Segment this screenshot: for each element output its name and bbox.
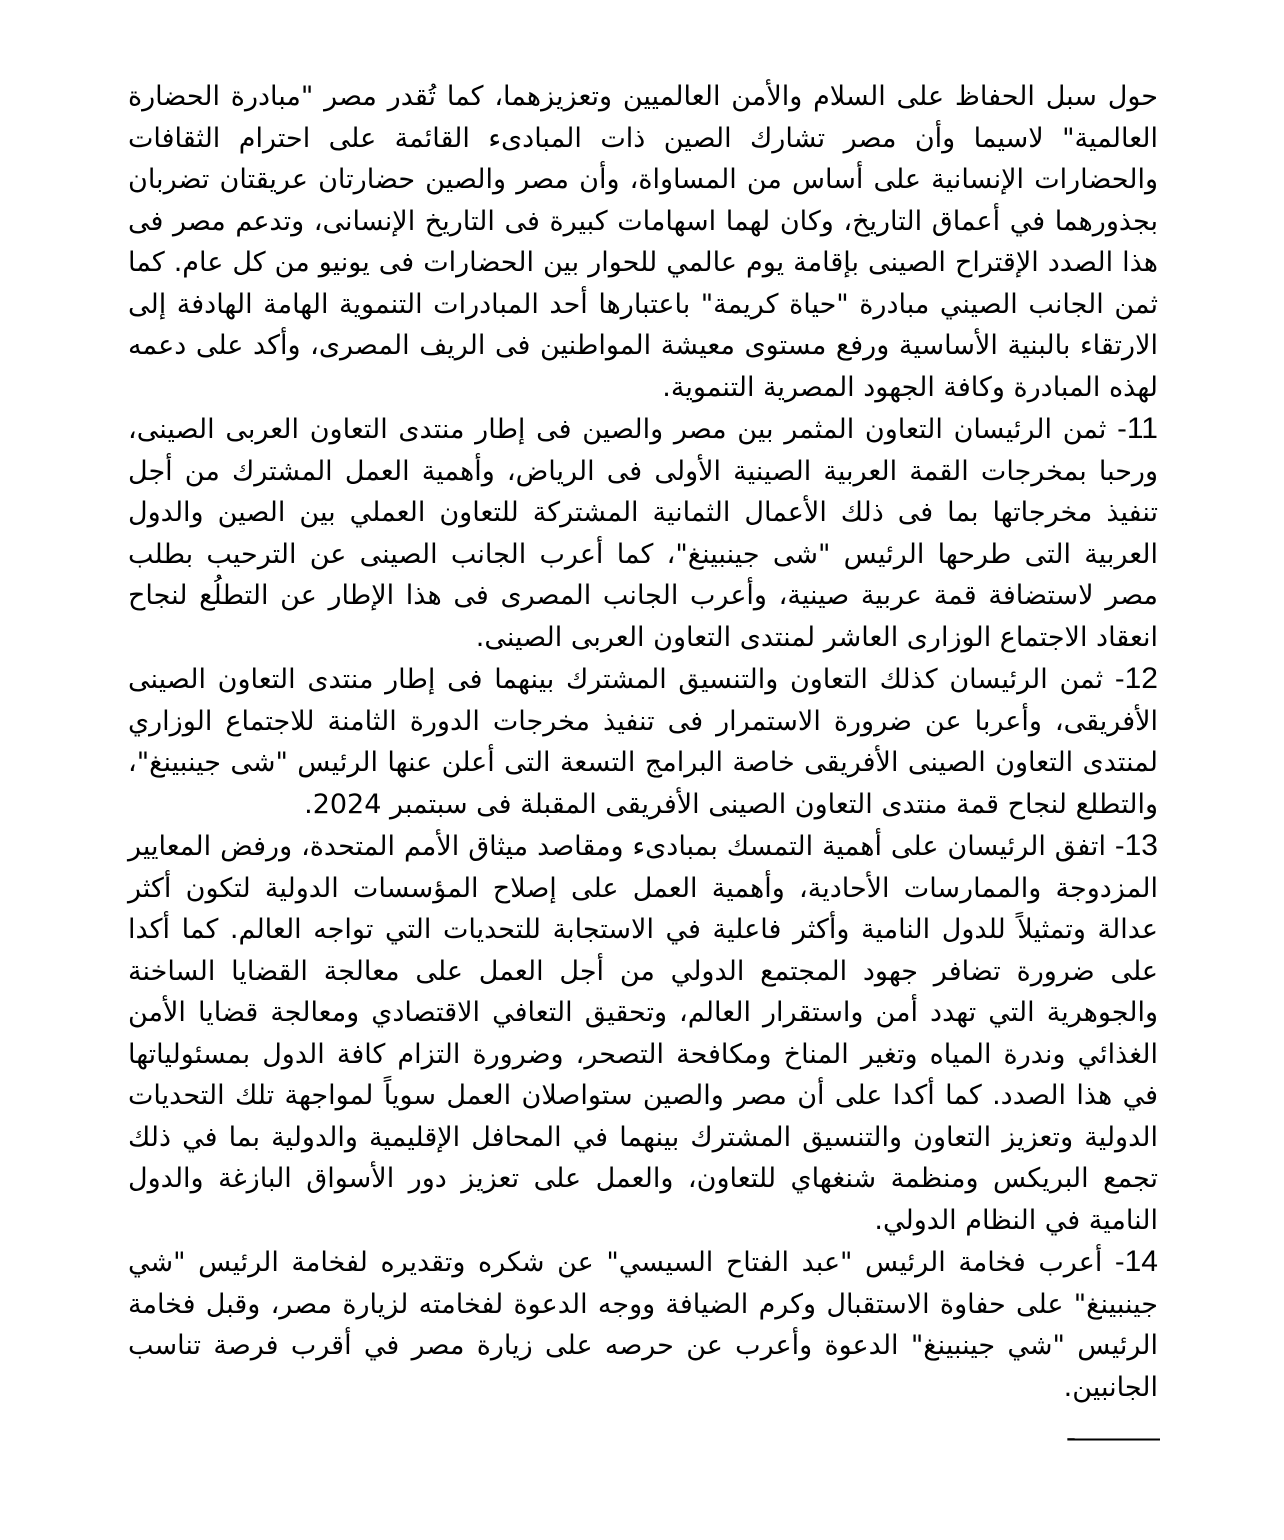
- paragraph-text: - ثمن الرئيسان التعاون المثمر بين مصر والصين فى إطار منتدى التعاون العربى الصينى، ورحبا بمخرجات القمة العربية الصينية الأولى فى الرياض، وأهمية العمل المشترك من أجل تنفيذ مخرجاتها بما فى ذلك الأعمال الثمانية المشتركة للتعاون العملي بين الصين والدول العربية التى طرحها الرئيس "شى جينبينغ"، كما أعرب الجانب الصينى عن الترحيب بطلب مصر لاستضافة قمة عربية صينية، وأعرب الجانب المصرى فى هذا الإطار عن التطلُع لنجاح انعقاد الاجتماع الوزارى العاشر لمنتدى التعاون العربى الصينى.: [128, 414, 1158, 653]
- item-number: 13: [1124, 829, 1158, 862]
- document-page: [128, 76, 1158, 1458]
- paragraph-text: - ثمن الرئيسان كذلك التعاون والتنسيق المشترك بينهما فى إطار منتدى التعاون الصينى الأفريقى، وأعربا عن ضرورة الاستمرار فى تنفيذ مخرجات الدورة الثامنة للاجتماع الوزاري لمنتدى التعاون الصينى الأفريقى خاصة البرامج التسعة التى أعلن عنها الرئيس "شى جينبينغ"، والتطلع لنجاح قمة منتدى التعاون الصينى الأفريقى المقبلة فى سبتمبر 2024.: [128, 664, 1158, 820]
- end-divider: ———-: [1066, 1421, 1158, 1454]
- paragraph-text: - اتفق الرئيسان على أهمية التمسك بمبادىء ومقاصد ميثاق الأمم المتحدة، ورفض المعايير المزدوجة والممارسات الأحادية، وأهمية العمل على إصلاح المؤسسات الدولية لتكون أكثر عدالة وتمثيلاً للدول النامية وأكثر فاعلية في الاستجابة للتحديات التي تواجه العالم. كما أكدا على ضرورة تضافر جهود المجتمع الدولي من أجل العمل على معالجة القضايا الساخنة والجوهرية التي تهدد أمن واستقرار العالم، وتحقيق التعافي الاقتصادي ومعالجة قضايا الأمن الغذائي وندرة المياه وتغير المناخ ومكافحة التصحر، وضرورة التزام كافة الدول بمسئولياتها في هذا الصدد. كما أكدا على أن مصر والصين ستواصلان العمل سوياً لمواجهة تلك التحديات الدولية وتعزيز التعاون والتنسيق المشترك بينهما في المحافل الإقليمية والدولية بما في ذلك تجمع البريكس ومنظمة شنغهاي للتعاون، والعمل على تعزيز دور الأسواق البازغة والدول النامية في النظام الدولي.: [128, 831, 1158, 1236]
- paragraph-item-11: [128, 408, 1158, 658]
- paragraph-text: حول سبل الحفاظ على السلام والأمن العالميين وتعزيزهما، كما تُقدر مصر "مبادرة الحضارة العالمية" لاسيما وأن مصر تشارك الصين ذات المبادىء القائمة على احترام الثقافات والحضارات الإنسانية على أساس من المساواة، وأن مصر والصين حضارتان عريقتان تضربان بجذورهما في أعماق التاريخ، وكان لهما اسهامات كبيرة فى التاريخ الإنسانى، وتدعم مصر فى هذا الصدد الإقتراح الصينى بإقامة يوم عالمي للحوار بين الحضارات فى يونيو من كل عام. كما ثمن الجانب الصيني مبادرة "حياة كريمة" باعتبارها أحد المبادرات التنموية الهامة الهادفة إلى الارتقاء بالبنية الأساسية ورفع مستوى معيشة المواطنين فى الريف المصرى، وأكد على دعمه لهذه المبادرة وكافة الجهود المصرية التنموية.: [128, 81, 1158, 403]
- paragraph-item-13: [128, 825, 1158, 1241]
- paragraph-text: - أعرب فخامة الرئيس "عبد الفتاح السيسي" عن شكره وتقديره لفخامة الرئيس "شي جينبينغ" على حفاوة الاستقبال وكرم الضيافة ووجه الدعوة لفخامته لزيارة مصر، وقبل فخامة الرئيس "شي جينبينغ" الدعوة وأعرب عن حرصه على زيارة مصر في أقرب فرصة تناسب الجانبين.: [128, 1247, 1158, 1403]
- paragraph-item-12: [128, 658, 1158, 825]
- item-number: 14: [1124, 1245, 1158, 1278]
- item-number: 12: [1124, 662, 1158, 695]
- paragraph-item-14: [128, 1241, 1158, 1408]
- paragraph-intro: [128, 76, 1158, 408]
- item-number: 11: [1126, 412, 1158, 445]
